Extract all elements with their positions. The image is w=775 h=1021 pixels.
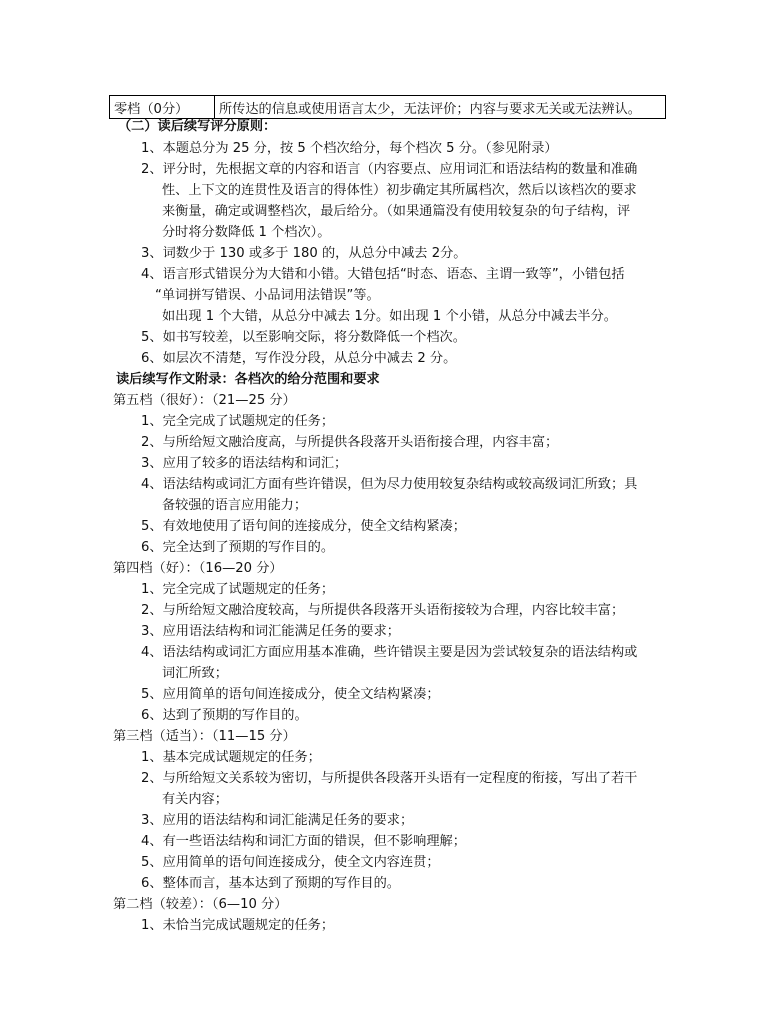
level-item: 5、有效地使用了语句间的连接成分，使全文结构紧凑； [141,519,466,534]
level-item: 6、完全达到了预期的写作目的。 [141,540,335,555]
principle-line: 来衡量，确定或调整档次，最后给分。（如果通篇没有使用较复杂的句子结构，评 [162,204,631,219]
level-item: 3、应用语法结构和词汇能满足任务的要求； [141,624,400,639]
score-table [109,95,666,119]
principle-line: 如出现 1 个大错，从总分中减去 1分。如出现 1 个小错，从总分中减去半分。 [162,309,617,324]
principle-line: “单词拼写错误、小品词用法错误”等。 [155,288,380,303]
level-item: 1、未恰当完成试题规定的任务； [141,918,335,933]
level-heading: 第五档（很好）：（21—25 分） [113,393,296,408]
principle-line: 1、本题总分为 25 分，按 5 个档次给分，每个档次 5 分。（参见附录） [141,141,558,156]
table-cell-description: 所传达的信息或使用语言太少，无法评价；内容与要求无关或无法辨认。 [215,96,666,119]
level-item: 2、与所给短文融洽度较高，与所提供各段落开头语衔接较为合理，内容比较丰富； [141,603,625,618]
level-item: 3、应用的语法结构和词汇能满足任务的要求； [141,813,414,828]
level-item: 5、应用简单的语句间连接成分，使全文结构紧凑； [141,687,440,702]
level-item: 有关内容； [162,792,228,807]
level-item: 2、与所给短文关系较为密切，与所提供各段落开头语有一定程度的衔接，写出了若干 [141,771,638,786]
level-item: 4、语法结构或词汇方面有些许错误，但为尽力使用较复杂结构或较高级词汇所致；具 [141,477,638,492]
principle-line: 4、语言形式错误分为大错和小错。大错包括“时态、语态、主谓一致等”，小错包括 [141,267,625,282]
level-item: 词汇所致； [162,666,228,681]
principle-line: 5、如书写较差，以至影响交际，将分数降低一个档次。 [141,330,466,345]
table-cell-level: 零档（0分） [110,96,215,119]
level-item: 6、整体而言，基本达到了预期的写作目的。 [141,876,400,891]
level-item: 1、完全完成了试题规定的任务； [141,582,335,597]
level-item: 4、有一些语法结构和词汇方面的错误，但不影响理解； [141,834,466,849]
principle-line: 性、上下文的连贯性及语言的得体性）初步确定其所属档次，然后以该档次的要求 [162,183,637,198]
level-item: 5、应用简单的语句间连接成分，使全文内容连贯； [141,855,440,870]
level-item: 6、达到了预期的写作目的。 [141,708,308,723]
appendix-title: 读后续写作文附录：各档次的给分范围和要求 [116,372,380,387]
principle-line: 分时将分数降低 1 个档次）。 [162,225,331,240]
level-heading: 第二档（较差）：（6—10 分） [113,897,288,912]
table-row [110,96,666,119]
level-heading: 第四档（好）：（16—20 分） [113,561,283,576]
level-item: 3、应用了较多的语法结构和词汇； [141,456,348,471]
level-item: 1、完全完成了试题规定的任务； [141,414,335,429]
level-item: 备较强的语言应用能力； [162,498,308,513]
level-item: 4、语法结构或词汇方面应用基本准确，些许错误主要是因为尝试较复杂的语法结构或 [141,645,638,660]
level-heading: 第三档（适当）：（11—15 分） [113,729,296,744]
level-item: 2、与所给短文融洽度高，与所提供各段落开头语衔接合理，内容丰富； [141,435,559,450]
principle-line: 3、词数少于 130 或多于 180 的，从总分中减去 2分。 [141,246,467,261]
principle-line: 6、如层次不清楚，写作没分段，从总分中减去 2 分。 [141,351,457,366]
level-item: 1、基本完成试题规定的任务； [141,750,321,765]
principle-line: 2、评分时，先根据文章的内容和语言（内容要点、应用词汇和语法结构的数量和准确 [141,162,638,177]
section-title: （二）读后续写评分原则： [118,119,277,134]
